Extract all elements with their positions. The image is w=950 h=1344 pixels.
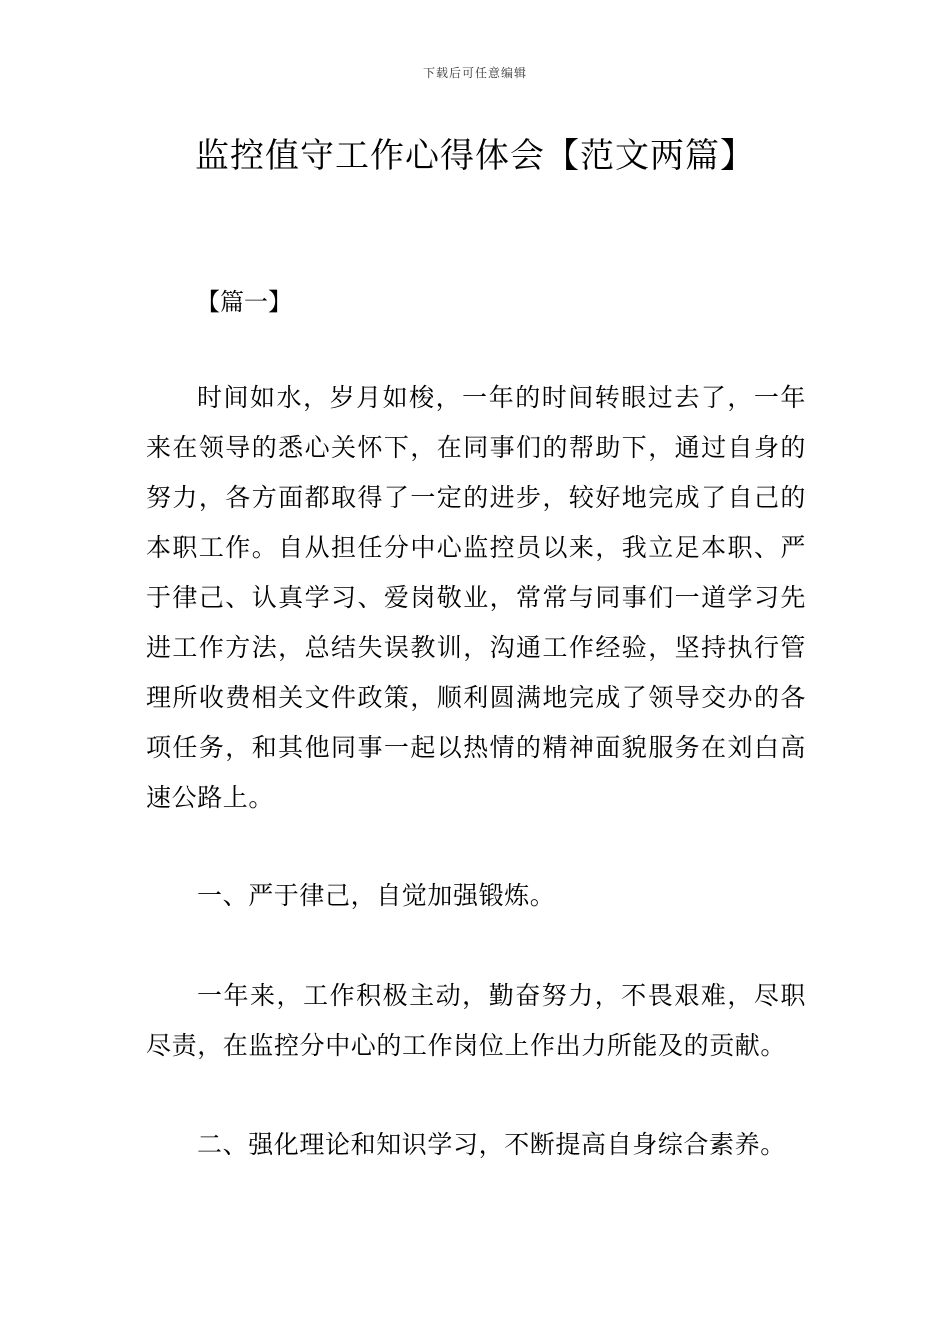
paragraph-intro: 时间如水，岁月如梭，一年的时间转眼过去了，一年来在领导的悉心关怀下，在同事们的帮助下，通过自身的努力，各方面都取得了一定的进步，较好地完成了自己的本职工作。自从担任分中心监控员以来，我立足本职、严于律己、认真学习、爱岗敬业，常常与同事们一道学习先进工作方法，总结失误教训，沟通工作经验，坚持执行管理所收费相关文件政策，顺利圆满地完成了领导交办的各项任务，和其他同事一起以热情的精神面貌服务在刘白高速公路上。: [146, 383, 806, 812]
section-label: 【篇一】: [196, 288, 292, 316]
subheading-one: 一、严于律己，自觉加强锻炼。: [197, 881, 556, 910]
subheading-two: 二、强化理论和知识学习，不断提高自身综合素养。: [197, 1130, 786, 1159]
document-title: 监控值守工作心得体会【范文两篇】: [195, 136, 755, 176]
download-note: 下载后可任意编辑: [422, 66, 527, 80]
paragraph-two: 一年来，工作积极主动，勤奋努力，不畏艰难，尽职尽责，在监控分中心的工作岗位上作出力所能及的贡献。: [146, 981, 806, 1060]
